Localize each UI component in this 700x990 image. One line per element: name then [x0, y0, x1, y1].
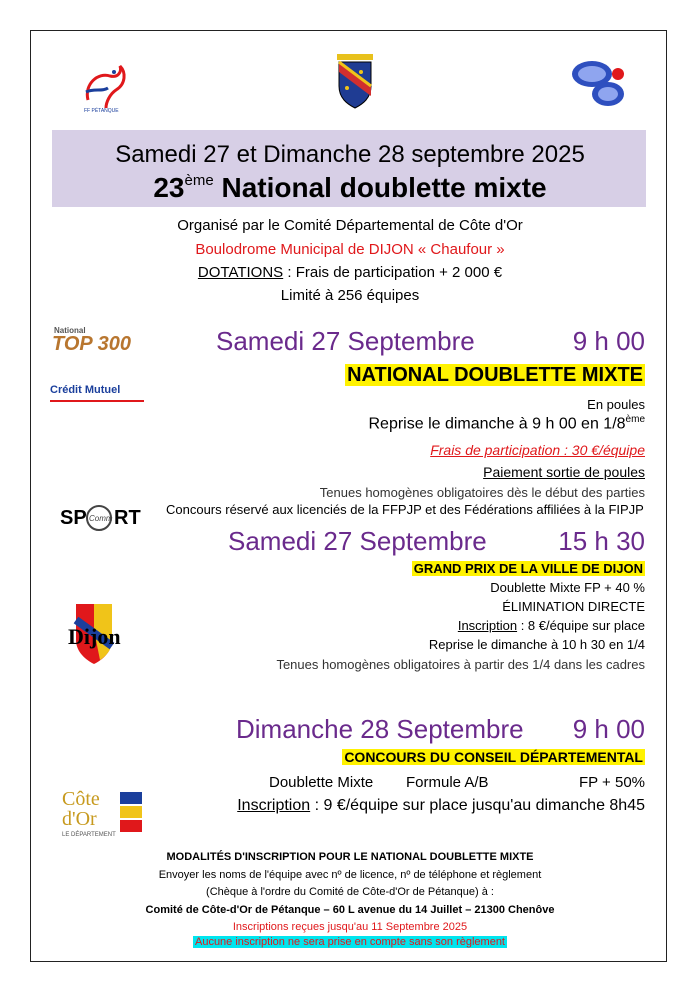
cd21-logo — [570, 56, 628, 108]
event2-inscription: Inscription : 8 €/équipe sur place — [457, 618, 645, 633]
event2-time: 15 h 30 — [558, 526, 645, 556]
venue-text: Boulodrome Municipal de DIJON « Chaufour » — [195, 241, 505, 258]
organizer-text: Organisé par le Comité Départemental de Côte d'Or — [177, 217, 523, 234]
page-title: 23ème National doublette mixte — [153, 172, 547, 203]
event1-time: 9 h 00 — [572, 326, 645, 356]
footer-address: Comité de Côte-d'Or de Pétanque – 60 L avenue du 14 Juillet – 21300 Chenôve — [145, 904, 555, 916]
event-dates: Samedi 27 et Dimanche 28 septembre 2025 — [115, 141, 585, 168]
svg-text:FF PÉTANQUE: FF PÉTANQUE — [84, 108, 119, 114]
footer-line1: Envoyer les noms de l'équipe avec nº de licence, nº de téléphone et règlement — [158, 869, 542, 881]
event1-format: En poules — [587, 397, 645, 412]
event1-fee: Frais de participation : 30 €/équipe — [430, 442, 645, 458]
event3-inscription: Inscription : 9 €/équipe sur place jusqu'au dimanche 8h45 — [237, 797, 645, 814]
event3-time: 9 h 00 — [572, 714, 645, 744]
event2-day: Samedi 27 Septembre — [228, 526, 487, 556]
cote-dor-logo: Côte d'Or LE DÉPARTEMENT — [62, 788, 144, 844]
top300-logo: National TOP 300 — [52, 326, 131, 355]
event1-reprise: Reprise le dimanche à 9 h 00 en 1/8ème — [368, 414, 645, 433]
event3-fp: FP + 50% — [578, 774, 645, 791]
event2-reprise: Reprise le dimanche à 10 h 30 en 1/4 — [428, 637, 645, 652]
coat-of-arms-logo — [335, 52, 375, 110]
event2-elimination: ÉLIMINATION DIRECTE — [502, 599, 645, 614]
footer-deadline: Inscriptions reçues jusqu'au 11 Septembre 2025 — [232, 921, 468, 933]
event2-name: GRAND PRIX DE LA VILLE DE DIJON — [413, 561, 643, 576]
credit-mutuel-logo: Crédit Mutuel — [50, 384, 146, 404]
sport-comm-logo: SP Comm RT — [60, 507, 141, 529]
dijon-logo: Dijon — [62, 600, 134, 668]
event2-dress: Tenues homogènes obligatoires à partir des 1/4 dans les cadres — [276, 657, 645, 672]
event3-type: Doublette Mixte — [269, 774, 374, 791]
event1-payment: Paiement sortie de poules — [483, 464, 645, 480]
event3-name: CONCOURS DU CONSEIL DÉPARTEMENTAL — [344, 749, 643, 765]
ffpjp-logo — [80, 62, 128, 114]
event1-dress: Tenues homogènes obligatoires dès le début des parties — [319, 485, 645, 500]
event1-reserved: Concours réservé aux licenciés de la FFPJP et des Fédérations affiliées à la FIPJP — [166, 502, 644, 517]
event1-name: NATIONAL DOUBLETTE MIXTE — [347, 364, 643, 386]
dotations-text: DOTATIONS : Frais de participation + 2 000 € — [197, 264, 503, 281]
event2-formula: Doublette Mixte FP + 40 % — [490, 580, 645, 595]
footer-line2: (Chèque à l'ordre du Comité de Côte-d'Or de Pétanque) à : — [206, 886, 494, 898]
event3-formula: Formule A/B — [406, 774, 489, 791]
footer-heading: MODALITÉS D'INSCRIPTION POUR LE NATIONAL DOUBLETTE MIXTE — [166, 851, 534, 863]
event1-day: Samedi 27 Septembre — [216, 326, 475, 356]
team-limit-text: Limité à 256 équipes — [280, 287, 420, 304]
footer-warning: Aucune inscription ne sera prise en compte sans son règlement — [194, 936, 505, 948]
event3-day: Dimanche 28 Septembre — [236, 714, 524, 744]
